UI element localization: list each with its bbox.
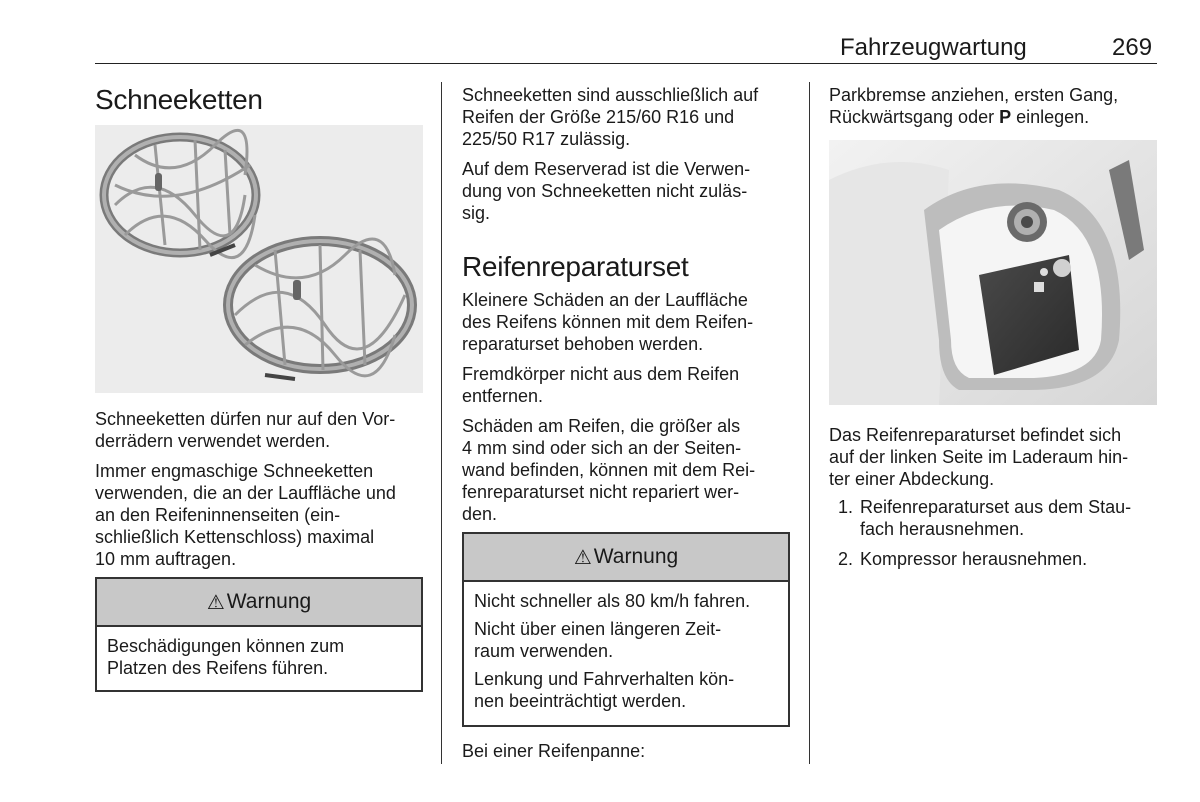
- text-line: wand befinden, können mit dem Rei-: [462, 460, 756, 480]
- warning-text: [474, 590, 778, 612]
- text-line: reparaturset behoben werden.: [462, 334, 704, 354]
- trunk-compartment-photo: [829, 140, 1157, 405]
- paragraph: [462, 84, 802, 150]
- text-line: Das Reifenreparaturset befindet sich: [829, 425, 1122, 445]
- warning-header: [97, 579, 421, 627]
- text-line: entfernen.: [462, 386, 544, 406]
- page-number: 269: [1112, 34, 1153, 61]
- paragraph: [829, 84, 1169, 128]
- text-line: Nicht schneller als 80 km/h fahren.: [474, 591, 751, 611]
- text-line: Immer engmaschige Schneeketten: [95, 461, 374, 481]
- text-line: fenreparaturset nicht repariert wer-: [462, 482, 740, 502]
- text-line: auf der linken Seite im Laderaum hin-: [829, 447, 1129, 467]
- text-line: einlegen.: [1011, 107, 1090, 127]
- text-line: verwenden, die an der Lauffläche und: [95, 483, 396, 503]
- paragraph: [462, 415, 802, 525]
- warning-box: [462, 532, 790, 727]
- text-line: 10 mm auftragen.: [95, 549, 237, 569]
- text-line: Kleinere Schäden an der Lauffläche: [462, 290, 748, 310]
- column-divider: [809, 82, 810, 764]
- section-heading-snow-chains: Schneeketten: [95, 84, 263, 115]
- text-line: Lenkung und Fahrverhalten kön-: [474, 669, 735, 689]
- text-line: 4 mm sind oder sich an der Seiten-: [462, 438, 742, 458]
- warning-triangle-icon: ⚠: [573, 546, 592, 569]
- warning-triangle-icon: ⚠: [206, 591, 225, 614]
- paragraph: Bei einer Reifenpanne:: [462, 741, 646, 761]
- running-header-title: Fahrzeugwartung: [840, 34, 1027, 61]
- list-number: 2.: [838, 549, 854, 569]
- paragraph: [462, 289, 802, 355]
- text-line: den.: [462, 504, 498, 524]
- warning-text: [107, 635, 411, 679]
- text-line: schließlich Kettenschloss) maximal: [95, 527, 375, 547]
- text-line: Schneeketten dürfen nur auf den Vor-: [95, 409, 396, 429]
- column-divider: [441, 82, 442, 764]
- paragraph: [95, 460, 430, 570]
- text-line: ter einer Abdeckung.: [829, 469, 995, 489]
- numbered-list: [838, 496, 1163, 570]
- text-line: Beschädigungen können zum: [107, 636, 345, 656]
- header-rule: [95, 63, 1157, 64]
- paragraph: [829, 424, 1169, 490]
- list-item: [838, 496, 1163, 540]
- text-line: Schäden am Reifen, die größer als: [462, 416, 741, 436]
- text-line: Reifen der Größe 215/60 R16 und: [462, 107, 735, 127]
- text-line: Kompressor herausnehmen.: [860, 549, 1088, 569]
- text-line: Rückwärtsgang oder: [829, 107, 1000, 127]
- text-line: Nicht über einen längeren Zeit-: [474, 619, 722, 639]
- warning-title: Warnung: [226, 590, 312, 613]
- text-line: Platzen des Reifens führen.: [107, 658, 329, 678]
- warning-title: Warnung: [593, 545, 679, 568]
- warning-header: [464, 534, 788, 582]
- list-item: [838, 548, 1163, 570]
- paragraph: [462, 363, 802, 407]
- gear-p-label: P: [999, 107, 1012, 127]
- text-line: raum verwenden.: [474, 641, 614, 661]
- text-line: fach herausnehmen.: [860, 519, 1025, 539]
- text-line: Reifenreparaturset aus dem Stau-: [860, 497, 1132, 517]
- paragraph: [95, 408, 430, 452]
- text-line: Auf dem Reserverad ist die Verwen-: [462, 159, 751, 179]
- list-text: [860, 496, 1131, 540]
- text-line: des Reifens können mit dem Reifen-: [462, 312, 754, 332]
- list-number: 1.: [838, 497, 854, 517]
- warning-text: [474, 668, 778, 712]
- text-line: nen beeinträchtigt werden.: [474, 691, 687, 711]
- snow-chains-illustration: [95, 125, 423, 393]
- list-text: [860, 548, 1087, 570]
- text-line: Schneeketten sind ausschließlich auf: [462, 85, 759, 105]
- section-heading-tyre-repair-kit: Reifenreparaturset: [462, 251, 689, 282]
- text-line: derrädern verwendet werden.: [95, 431, 331, 451]
- text-line: sig.: [462, 203, 491, 223]
- text-line: Fremdkörper nicht aus dem Reifen: [462, 364, 740, 384]
- text-line: dung von Schneeketten nicht zuläs-: [462, 181, 748, 201]
- warning-box: [95, 577, 423, 692]
- text-line: Parkbremse anziehen, ersten Gang,: [829, 85, 1119, 105]
- warning-text: [474, 618, 778, 662]
- text-line: 225/50 R17 zulässig.: [462, 129, 631, 149]
- text-line: an den Reifeninnenseiten (ein-: [95, 505, 341, 525]
- paragraph: [462, 158, 802, 224]
